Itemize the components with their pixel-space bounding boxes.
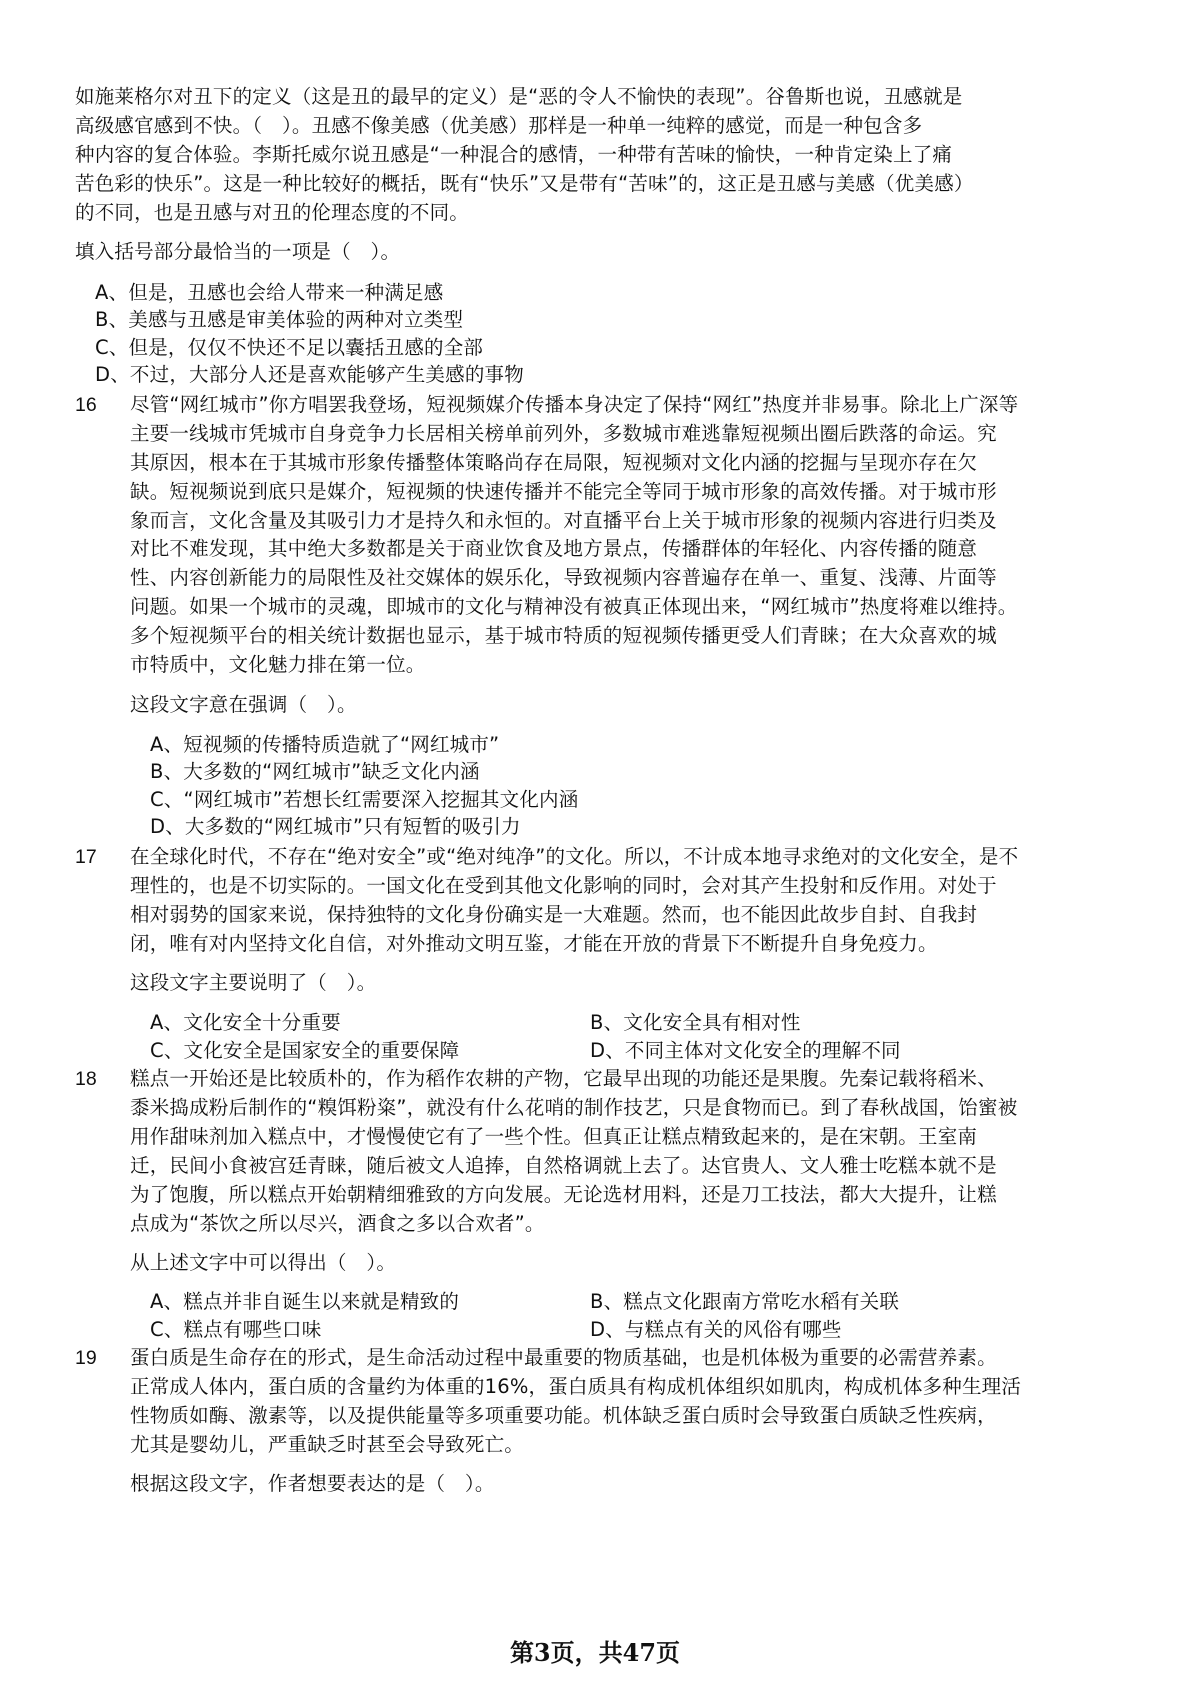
- option-c[interactable]: C、文化安全是国家安全的重要保障: [150, 1039, 460, 1062]
- question-prompt: 这段文字主要说明了（ ）。: [130, 971, 377, 994]
- option-b[interactable]: B、大多数的“网红城市”缺乏文化内涵: [150, 760, 480, 783]
- passage-line: 为了饱腹，所以糕点开始朝精细雅致的方向发展。无论选材用料，还是刀工技法，都大大提升，让糕: [130, 1183, 997, 1206]
- passage-line: 苦色彩的快乐”。这是一种比较好的概括，既有“快乐”又是带有“苦味”的，这正是丑感与美感（优美感）: [75, 172, 974, 195]
- passage-line: 对比不难发现，其中绝大多数都是关于商业饮食及地方景点，传播群体的年轻化、内容传播的随意: [130, 537, 978, 560]
- option-a[interactable]: A、文化安全十分重要: [150, 1011, 341, 1034]
- option-d[interactable]: D、不同主体对文化安全的理解不同: [590, 1039, 901, 1062]
- option-a[interactable]: A、短视频的传播特质造就了“网红城市”: [150, 733, 500, 756]
- passage-line: 性物质如酶、激素等，以及提供能量等多项重要功能。机体缺乏蛋白质时会导致蛋白质缺乏性疾病，: [130, 1404, 997, 1427]
- passage-line: 其原因，根本在于其城市形象传播整体策略尚存在局限，短视频对文化内涵的挖掘与呈现亦存在欠: [130, 451, 978, 474]
- question-prompt: 这段文字意在强调（ ）。: [130, 693, 357, 716]
- passage-line: 相对弱势的国家来说，保持独特的文化身份确实是一大难题。然而，也不能因此故步自封、自我封: [130, 903, 978, 926]
- passage-line: 种内容的复合体验。李斯托威尔说丑感是“一种混合的感情，一种带有苦味的愉快，一种肯定染上了痛: [75, 143, 953, 166]
- question-number: 19: [75, 1347, 97, 1369]
- passage-line: 迁，民间小食被宫廷青睐，随后被文人追捧，自然格调就上去了。达官贵人、文人雅士吃糕本就不是: [130, 1154, 997, 1177]
- question-prompt: 从上述文字中可以得出（ ）。: [130, 1251, 397, 1274]
- passage-line: 如施莱格尔对丑下的定义（这是丑的最早的定义）是“恶的令人不愉快的表现”。谷鲁斯也说，丑感就是: [75, 85, 963, 108]
- passage-line: 糕点一开始还是比较质朴的，作为稻作农耕的产物，它最早出现的功能还是果腹。先秦记载将稻米、: [130, 1067, 997, 1090]
- option-c[interactable]: C、但是，仅仅不快还不足以囊括丑感的全部: [95, 336, 484, 359]
- passage-line: 用作甜味剂加入糕点中，才慢慢使它有了一些个性。但真正让糕点精致起来的，是在宋朝。王室南: [130, 1125, 978, 1148]
- passage-line: 主要一线城市凭城市自身竞争力长居相关榜单前列外，多数城市难逃靠短视频出圈后跌落的命运。究: [130, 422, 997, 445]
- passage-line: 蛋白质是生命存在的形式，是生命活动过程中最重要的物质基础，也是机体极为重要的必需营养素。: [130, 1346, 997, 1369]
- passage-line: 市特质中，文化魅力排在第一位。: [130, 653, 426, 676]
- page-number-footer: 第3页，共47页: [509, 1638, 681, 1667]
- passage-line: 缺。短视频说到底只是媒介，短视频的快速传播并不能完全等同于城市形象的高效传播。对于城市形: [130, 480, 997, 503]
- option-c[interactable]: C、糕点有哪些口味: [150, 1318, 322, 1341]
- option-a[interactable]: A、但是，丑感也会给人带来一种满足感: [95, 281, 444, 304]
- option-a[interactable]: A、糕点并非自诞生以来就是精致的: [150, 1290, 460, 1313]
- question-prompt: 根据这段文字，作者想要表达的是（ ）。: [130, 1472, 495, 1495]
- passage-line: 的不同，也是丑感与对丑的伦理态度的不同。: [75, 201, 470, 224]
- passage-line: 闭，唯有对内坚持文化自信，对外推动文明互鉴，才能在开放的背景下不断提升自身免疫力。: [130, 932, 938, 955]
- passage-line: 尤其是婴幼儿，严重缺乏时甚至会导致死亡。: [130, 1433, 525, 1456]
- option-d[interactable]: D、大多数的“网红城市”只有短暂的吸引力: [150, 815, 521, 838]
- option-d[interactable]: D、与糕点有关的风俗有哪些: [590, 1318, 842, 1341]
- passage-line: 点成为“茶饮之所以尽兴，酒食之多以合欢者”。: [130, 1212, 545, 1235]
- passage-line: 问题。如果一个城市的灵魂，即城市的文化与精神没有被真正体现出来，“网红城市”热度将难以维持。: [130, 595, 1018, 618]
- question-number: 17: [75, 846, 97, 868]
- passage-line: 性、内容创新能力的局限性及社交媒体的娱乐化，导致视频内容普遍存在单一、重复、浅薄、片面等: [130, 566, 997, 589]
- question-prompt: 填入括号部分最恰当的一项是（ ）。: [75, 240, 401, 263]
- question-number: 18: [75, 1068, 97, 1090]
- passage-line: 象而言，文化含量及其吸引力才是持久和永恒的。对直播平台上关于城市形象的视频内容进行归类及: [130, 509, 997, 532]
- option-d[interactable]: D、不过，大部分人还是喜欢能够产生美感的事物: [95, 363, 524, 386]
- passage-line: 尽管“网红城市”你方唱罢我登场，短视频媒介传播本身决定了保持“网红”热度并非易事。除北上广深等: [130, 393, 1019, 416]
- option-c[interactable]: C、“网红城市”若想长红需要深入挖掘其文化内涵: [150, 788, 579, 811]
- option-b[interactable]: B、文化安全具有相对性: [590, 1011, 801, 1034]
- option-b[interactable]: B、糕点文化跟南方常吃水稻有关联: [590, 1290, 900, 1313]
- passage-line: 在全球化时代，不存在“绝对安全”或“绝对纯净”的文化。所以，不计成本地寻求绝对的文化安全，是不: [130, 845, 1019, 868]
- passage-line: 多个短视频平台的相关统计数据也显示，基于城市特质的短视频传播更受人们青睐；在大众喜欢的城: [130, 624, 997, 647]
- option-b[interactable]: B、美感与丑感是审美体验的两种对立类型: [95, 308, 464, 331]
- passage-line: 高级感官感到不快。（ ）。丑感不像美感（优美感）那样是一种单一纯粹的感觉，而是一种包含多: [75, 114, 923, 137]
- passage-line: 理性的，也是不切实际的。一国文化在受到其他文化影响的同时，会对其产生投射和反作用。对处于: [130, 874, 997, 897]
- passage-line: 黍米捣成粉后制作的“糗饵粉粢”，就没有什么花哨的制作技艺，只是食物而已。到了春秋战国，饴蜜被: [130, 1096, 1018, 1119]
- passage-line: 正常成人体内，蛋白质的含量约为体重的16%，蛋白质具有构成机体组织如肌肉，构成机体多种生理活: [130, 1375, 1022, 1398]
- question-number: 16: [75, 394, 97, 416]
